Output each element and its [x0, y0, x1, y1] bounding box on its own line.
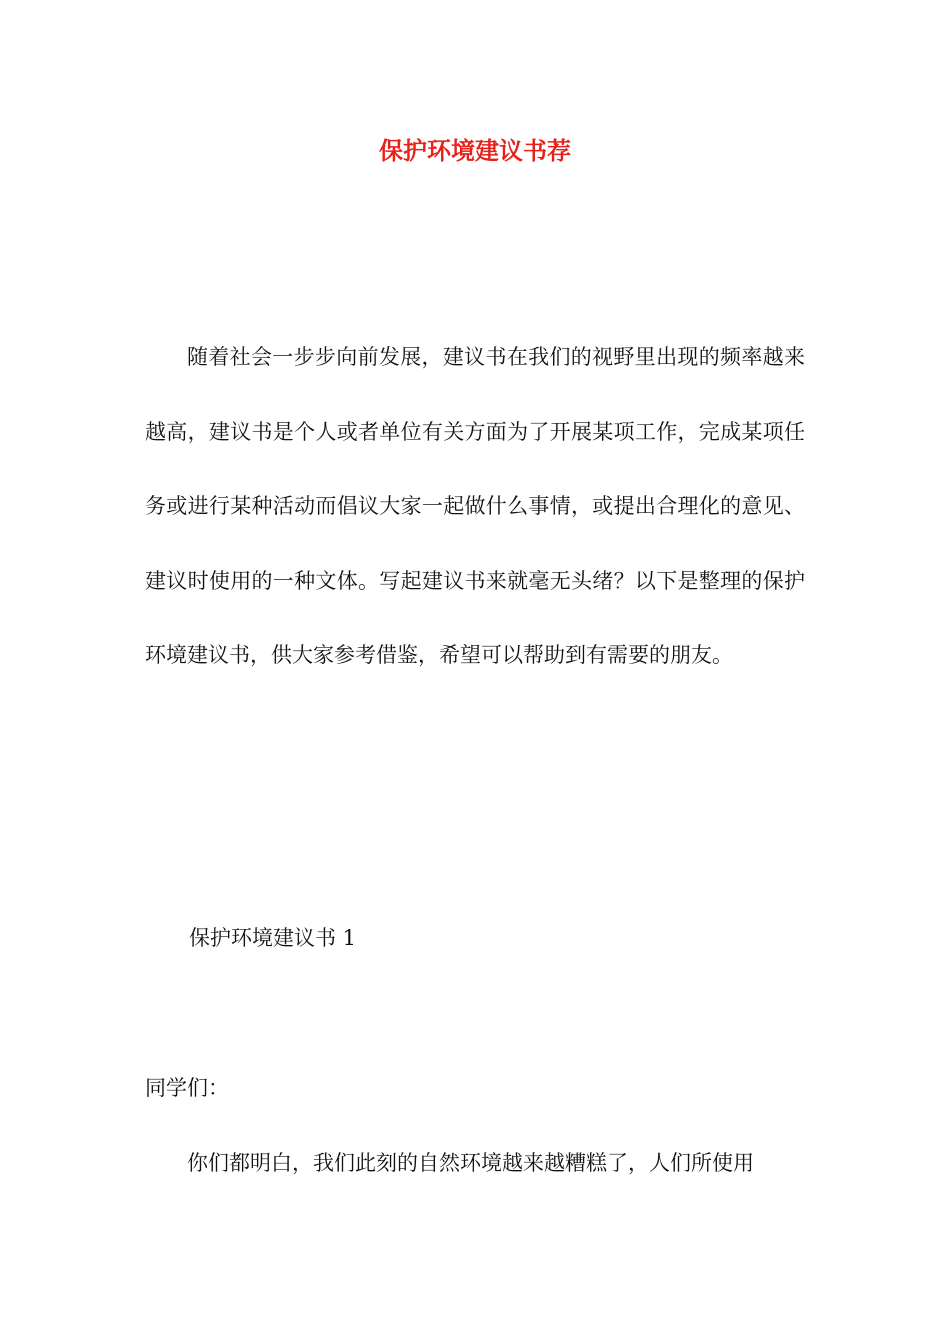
salutation: 同学们：	[145, 1076, 229, 1100]
body-paragraph: 你们都明白，我们此刻的自然环境越来越糟糕了，人们所使用	[187, 1151, 754, 1175]
intro-paragraph: 随着社会一步步向前发展，建议书在我们的视野里出现的频率越来越高，建议书是个人或者单位有关方面为了开展某项工作，完成某项任务或进行某种活动而倡议大家一起做什么事情，或提出合理化的意见、建议时使用的一种文体。写起建议书来就毫无头绪？以下是整理的保护环境建议书，供大家参考借鉴，希望可以帮助到有需要的朋友。	[145, 345, 805, 667]
document-title: 保护环境建议书荐	[379, 136, 571, 165]
section-heading: 保护环境建议书 1	[189, 926, 357, 950]
